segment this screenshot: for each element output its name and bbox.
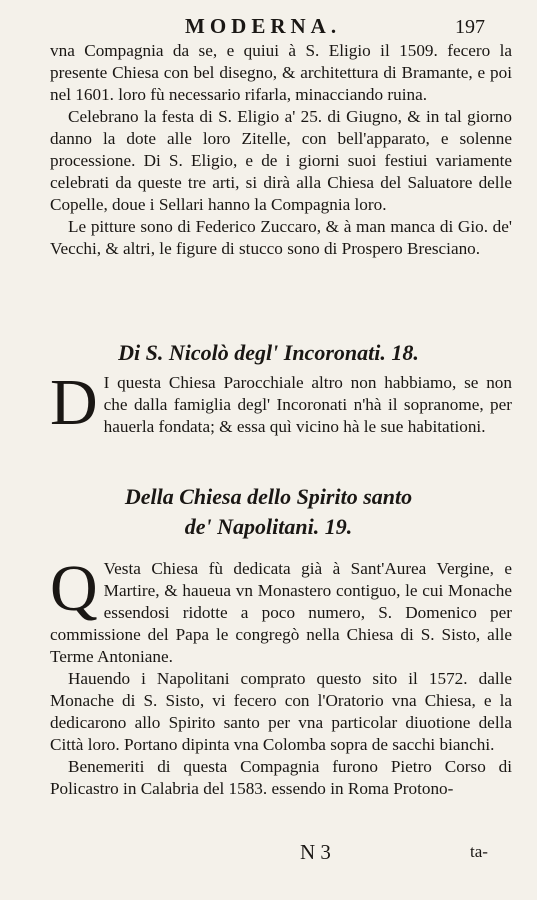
paragraph-text: Vesta Chiesa fù dedicata già à Sant'Aurea Vergine, e Martire, & haueua vn Monastero contiguo, le cui Monache essendosi ridotte a poco numero, S. Domenico per commissione del Papa le congregò nella Chiesa di S. Sisto, alle Terme Antoniane.: [50, 559, 512, 666]
paragraph: Hauendo i Napolitani comprato questo sito il 1572. dalle Monache di S. Sisto, vi fecero con l'Oratorio vna Chiesa, e la dedicarono allo Spirito santo per vna particolar diuotione della Città loro. Portano dipinta vna Colomba sopra de sacchi bianchi.: [50, 669, 512, 754]
heading-19-line2: de' Napolitani. 19.: [184, 514, 353, 539]
paragraph-first: [50, 552, 512, 668]
paragraph: I questa Chiesa Parocchiale altro non habbiamo, se non che dalla famiglia degl' Incoronati n'hà il sopranome, per hauerla fondata; & essa quì vicino hà le sue habitationi.: [103, 373, 512, 436]
heading-19-line1: Della Chiesa dello Spirito santo: [124, 484, 413, 509]
drop-cap: Q: [50, 552, 98, 625]
section-eligio: [50, 40, 512, 260]
paragraph: Benemeriti di questa Compagnia furono Pietro Corso di Policastro in Calabria del 1583. essendo in Roma Protono-: [50, 757, 512, 798]
catchword: ta-: [470, 842, 488, 861]
paragraph: Celebrano la festa di S. Eligio a' 25. di Giugno, & in tal giorno danno la dote alle loro Zitelle, con bell'apparato, e solenne processione. Di S. Eligio, e de i giorni suoi festiui variamente celebrati da queste tre arti, si dirà alla Chiesa del Saluatore delle Copelle, doue i Sellari hanno la Compagnia loro.: [50, 107, 512, 214]
heading-18: Di S. Nicolò degl' Incoronati. 18.: [118, 340, 419, 365]
running-head: [0, 12, 537, 42]
section-19: [50, 552, 512, 800]
drop-cap: D: [50, 366, 98, 439]
running-title: MODERNA.: [185, 14, 342, 38]
paragraph: vna Compagnia da se, e quiui à S. Eligio il 1509. fecero la presente Chiesa con bel disegno, & architettura di Bramante, e poi nel 1601. loro fù necessario rifarla, minacciando ruina.: [50, 41, 512, 104]
signature-mark: N 3: [300, 840, 331, 864]
section-18: [50, 366, 512, 439]
signature-line: [0, 840, 537, 866]
paragraph: Le pitture sono di Federico Zuccaro, & à man manca di Gio. de' Vecchi, & altri, le figure di stucco sono di Prospero Bresciano.: [50, 217, 512, 258]
page-number: 197: [455, 16, 485, 38]
